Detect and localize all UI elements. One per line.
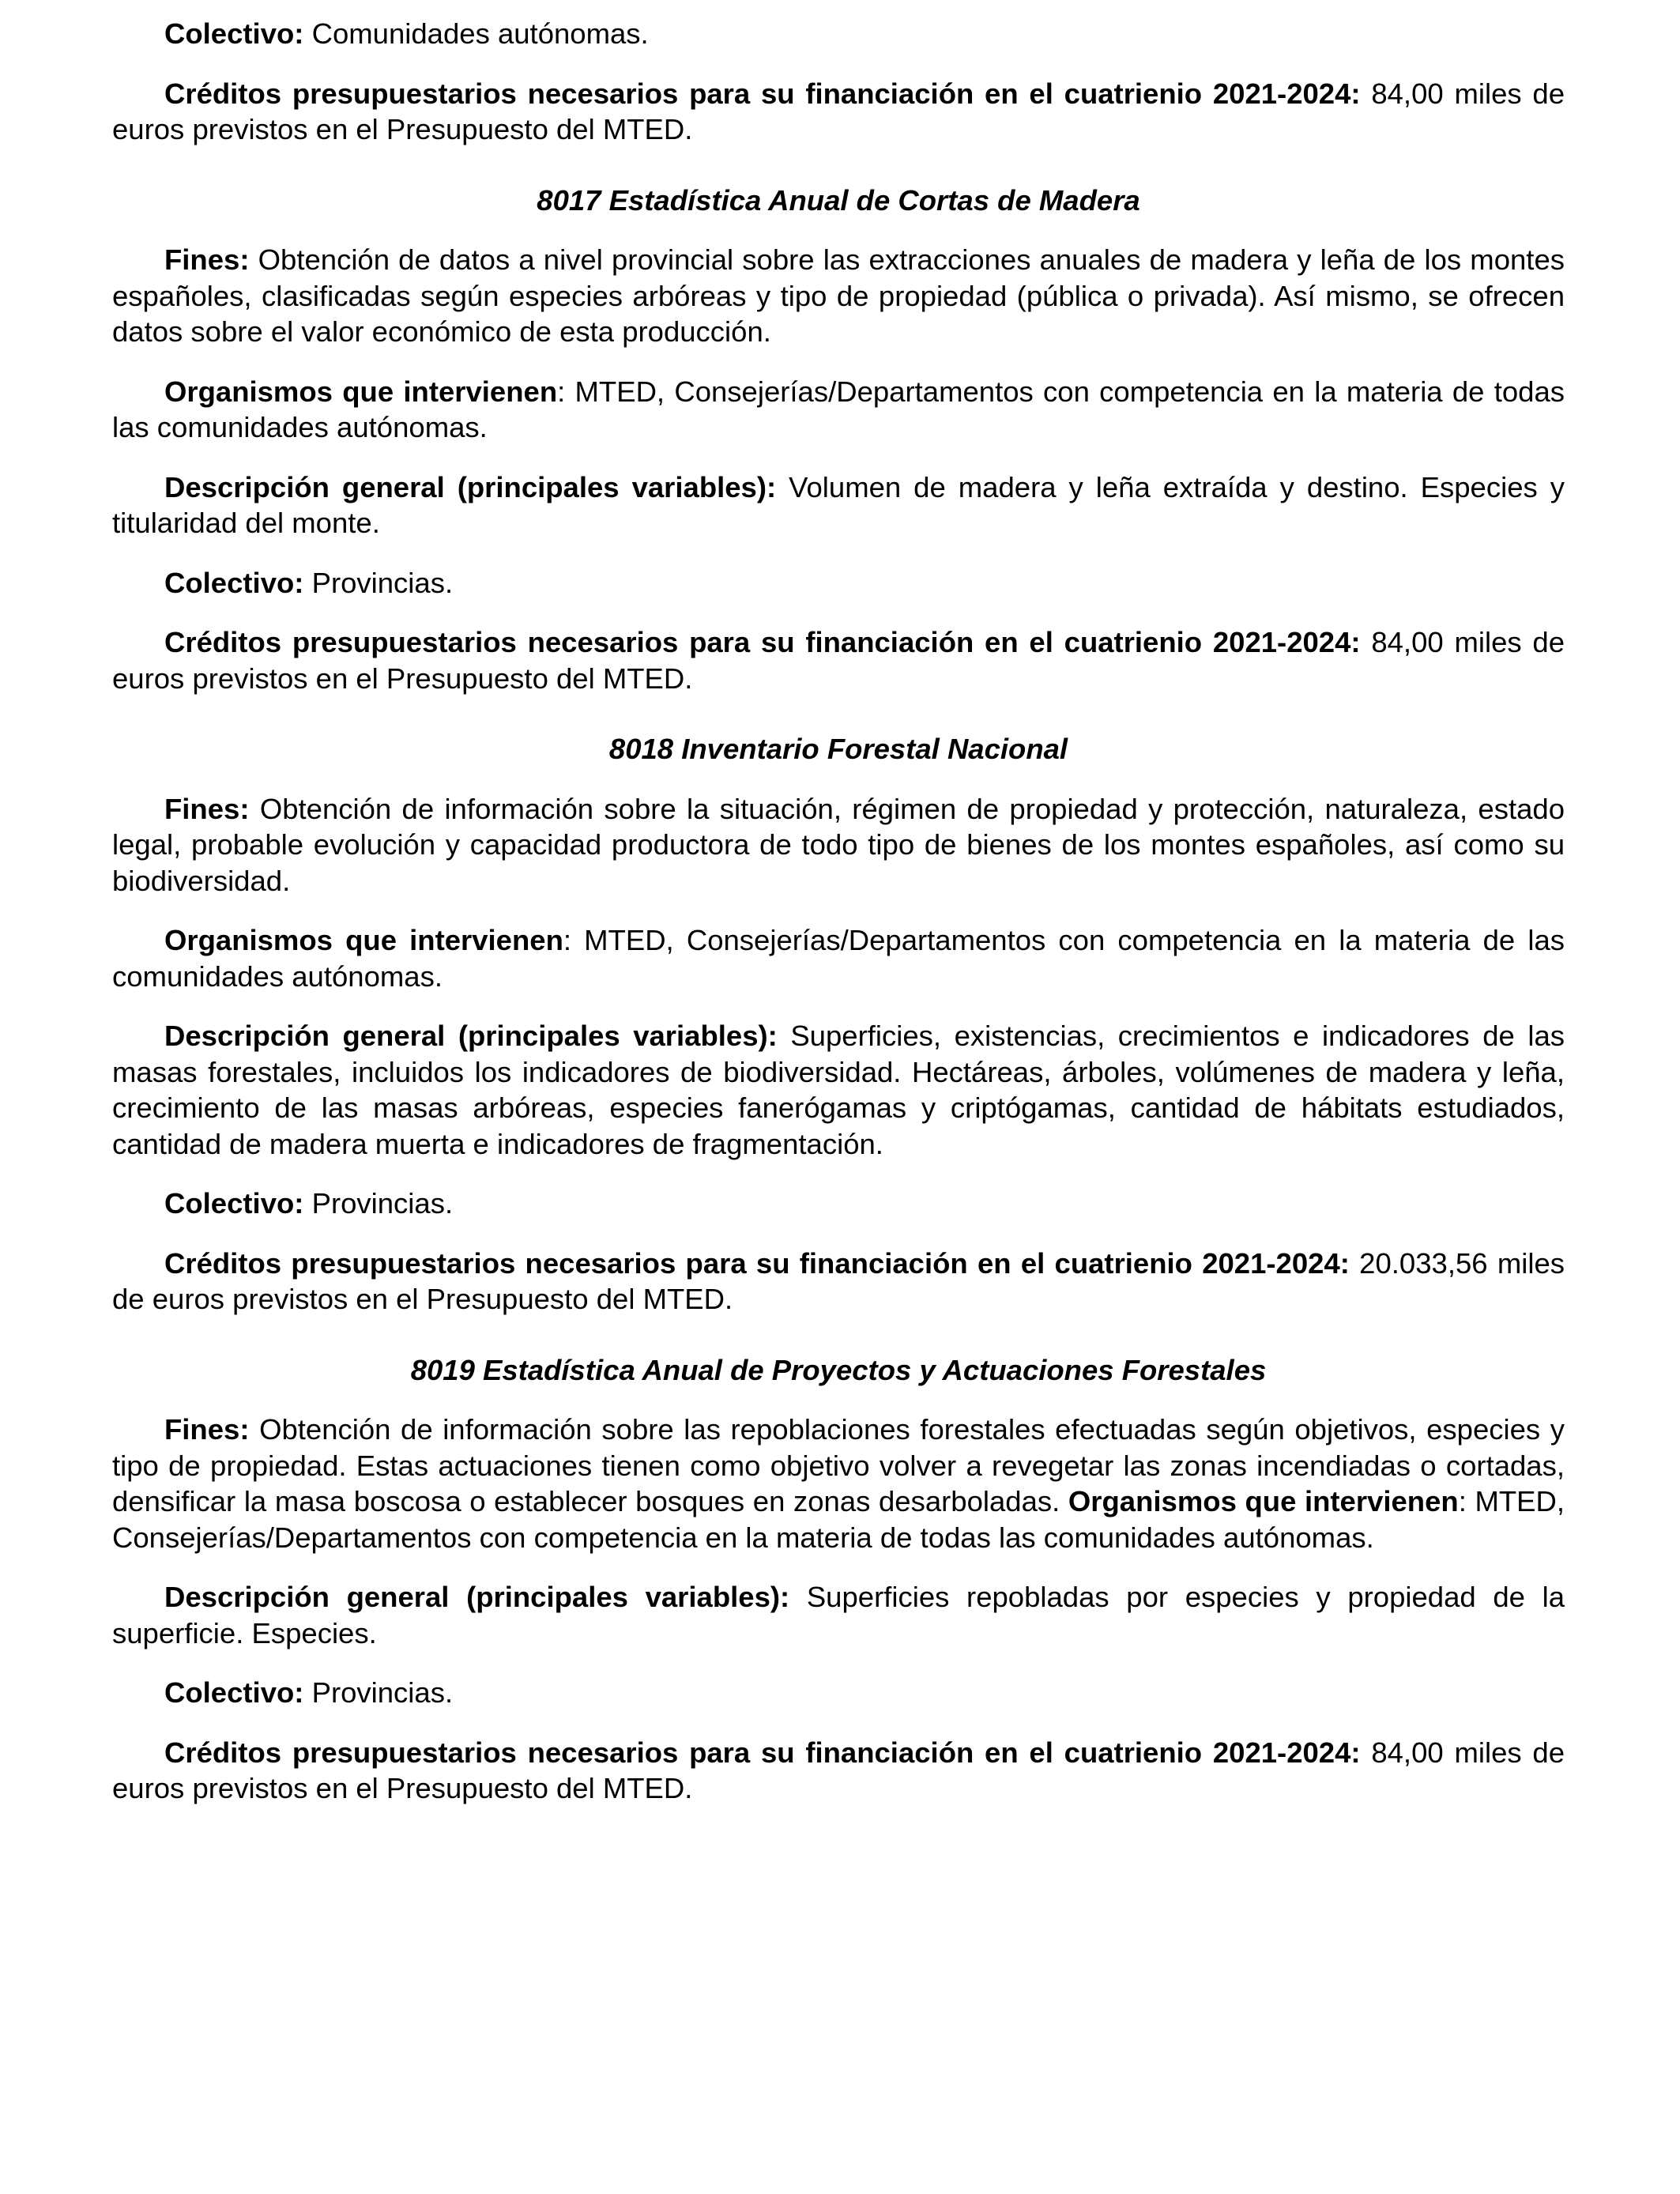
document-page <box>112 16 1565 1830</box>
fines-label: Fines: <box>164 792 250 825</box>
colectivo-label: Colectivo: <box>164 566 304 599</box>
descripcion-label: Descripción general (principales variables): <box>164 1581 790 1613</box>
section-8017-descripcion <box>112 469 1565 541</box>
colectivo-label: Colectivo: <box>164 1187 304 1220</box>
section-title-8017: 8017 Estadística Anual de Cortas de Madera <box>537 183 1140 217</box>
organismos-value: : MTED, Consejerías/Departamentos con competencia en la materia de las comunidades autónomas. <box>112 924 1565 993</box>
section-8017-organismos <box>112 374 1565 446</box>
fines-value: Obtención de datos a nivel provincial sobre las extracciones anuales de madera y leña de los montes españoles, clasificadas según especies arbóreas y tipo de propiedad (pública o privada). Así mismo, se ofrecen datos sobre el valor económico de esta producción. <box>112 243 1565 348</box>
organismos-value: : MTED, Consejerías/Departamentos con competencia en la materia de todas las comunidades autónomas. <box>112 375 1565 443</box>
descripcion-value: Volumen de madera y leña extraída y destino. Especies y titularidad del monte. <box>112 470 1565 539</box>
fines-label: Fines: <box>164 243 250 276</box>
section-8017-colectivo <box>112 565 1565 601</box>
organismos-label: Organismos que intervienen <box>164 924 563 956</box>
section-8018-colectivo <box>112 1186 1565 1222</box>
fines-value: Obtención de información sobre las repoblaciones forestales efectuadas según objetivos, especies y tipo de propiedad. Estas actuaciones tienen como objetivo volver a revegetar las zonas incendiadas o cortadas, densificar la masa boscosa o establecer bosques en zonas desarboladas. <box>112 1413 1565 1517</box>
creditos-label: Créditos presupuestarios necesarios para su financiación en el cuatrienio 2021-2024: <box>164 626 1361 658</box>
creditos-value: 84,00 miles de euros previstos en el Presupuesto del MTED. <box>112 77 1565 145</box>
fines-label: Fines: <box>164 1413 250 1446</box>
organismos-value: : MTED, Consejerías/Departamentos con competencia en la materia de todas las comunidades autónomas. <box>112 1485 1565 1554</box>
section-8018-descripcion <box>112 1018 1565 1162</box>
section-8018-fines <box>112 791 1565 899</box>
section-8017-fines <box>112 242 1565 350</box>
section-8018-creditos <box>112 1246 1565 1318</box>
section-8019-fines-organismos <box>112 1412 1565 1555</box>
organismos-label: Organismos que intervienen <box>164 375 558 408</box>
descripcion-value: Superficies, existencias, crecimientos e indicadores de las masas forestales, incluidos los indicadores de biodiversidad. Hectáreas, árboles, volúmenes de madera y leña, crecimiento de las masas arbóreas, especies fanerógamas y criptógamas, cantidad de hábitats estudiados, cantidad de madera muerta e indicadores de fragmentación. <box>112 1020 1565 1160</box>
descripcion-value: Superficies repobladas por especies y propiedad de la superficie. Especies. <box>112 1581 1565 1649</box>
creditos-label: Créditos presupuestarios necesarios para su financiación en el cuatrienio 2021-2024: <box>164 77 1361 110</box>
intro-creditos <box>112 76 1565 148</box>
colectivo-value: Provincias. <box>303 1187 454 1220</box>
colectivo-label: Colectivo: <box>164 1676 304 1709</box>
creditos-value: 84,00 miles de euros previstos en el Presupuesto del MTED. <box>112 626 1565 695</box>
intro-colectivo <box>112 16 1565 52</box>
section-8019-colectivo <box>112 1675 1565 1711</box>
descripcion-label: Descripción general (principales variables): <box>164 470 777 503</box>
creditos-label: Créditos presupuestarios necesarios para su financiación en el cuatrienio 2021-2024: <box>164 1246 1350 1280</box>
fines-value: Obtención de información sobre la situación, régimen de propiedad y protección, naturaleza, estado legal, probable evolución y capacidad productora de todo tipo de bienes de los montes españoles, así como su biodiversidad. <box>112 792 1565 897</box>
section-title-8018: 8018 Inventario Forestal Nacional <box>608 733 1068 765</box>
section-8019-creditos <box>112 1735 1565 1807</box>
creditos-value: 84,00 miles de euros previstos en el Presupuesto del MTED. <box>112 1736 1565 1804</box>
section-8017-creditos <box>112 624 1565 696</box>
creditos-value: 20.033,56 miles de euros previstos en el Presupuesto del MTED. <box>112 1246 1565 1315</box>
colectivo-value: Provincias. <box>303 566 454 599</box>
creditos-label: Créditos presupuestarios necesarios para su financiación en el cuatrienio 2021-2024: <box>164 1736 1361 1769</box>
descripcion-label: Descripción general (principales variables): <box>164 1020 778 1052</box>
section-8018-organismos <box>112 922 1565 994</box>
organismos-label: Organismos que intervienen <box>1068 1485 1459 1517</box>
colectivo-value: Comunidades autónomas. <box>303 17 649 50</box>
section-title-8019: 8019 Estadística Anual de Proyectos y Actuaciones Forestales <box>410 1353 1267 1386</box>
section-8019-descripcion <box>112 1579 1565 1651</box>
colectivo-value: Provincias. <box>303 1676 454 1709</box>
colectivo-label: Colectivo: <box>164 17 304 50</box>
